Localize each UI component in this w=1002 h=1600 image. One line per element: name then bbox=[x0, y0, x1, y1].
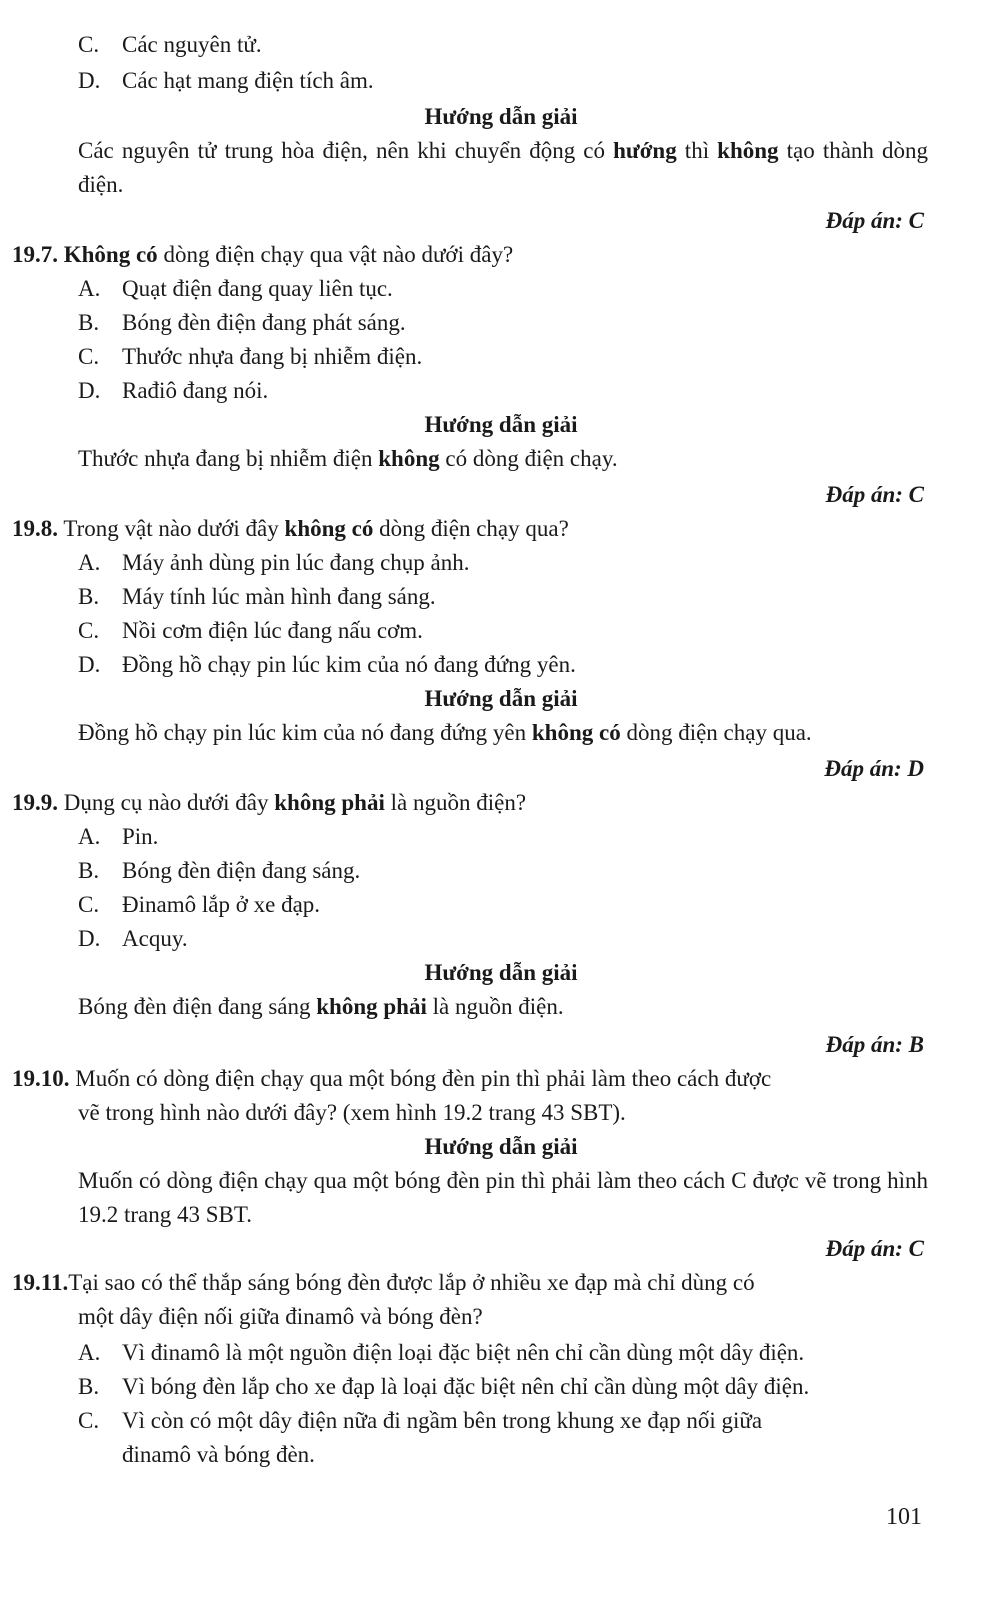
option-d: D. Các hạt mang điện tích âm. bbox=[78, 68, 374, 93]
option-d: D. Đồng hồ chạy pin lúc kim của nó đang đứng yên. bbox=[78, 652, 576, 677]
option-b: B. Bóng đèn điện đang sáng. bbox=[78, 858, 361, 883]
guide-text: Các nguyên tử trung hòa điện, nên khi chuyển động có hướng thì không tạo thành dòng điện. bbox=[78, 138, 928, 197]
guide-text: Bóng đèn điện đang sáng không phải là nguồn điện. bbox=[78, 994, 564, 1019]
option-c: C. Vì còn có một dây điện nữa đi ngầm bên trong khung xe đạp nối giữa bbox=[78, 1408, 763, 1433]
option-c: C. Các nguyên tử. bbox=[78, 32, 262, 57]
option-c: C. Thước nhựa đang bị nhiễm điện. bbox=[78, 344, 423, 369]
answer: Đáp án: C bbox=[825, 482, 924, 507]
answer: Đáp án: C bbox=[825, 1236, 924, 1261]
answer: Đáp án: D bbox=[824, 756, 924, 781]
question-text-line: một dây điện nối giữa đinamô và bóng đèn? bbox=[78, 1304, 483, 1329]
guide-text: Muốn có dòng điện chạy qua một bóng đèn pin thì phải làm theo cách C được vẽ trong hình 19.2 trang 43 SBT. bbox=[78, 1168, 928, 1227]
option-c: C. Nồi cơm điện lúc đang nấu cơm. bbox=[78, 618, 423, 643]
guide-heading: Hướng dẫn giải bbox=[424, 960, 578, 985]
guide-heading: Hướng dẫn giải bbox=[424, 104, 578, 129]
option-a: A. Pin. bbox=[78, 824, 159, 849]
guide-text: Thước nhựa đang bị nhiễm điện không có dòng điện chạy. bbox=[78, 446, 618, 471]
question-19-11: 19.11.Tại sao có thể thắp sáng bóng đèn được lắp ở nhiều xe đạp mà chỉ dùng có bbox=[12, 1270, 755, 1295]
page-number: 101 bbox=[886, 1504, 922, 1530]
question-19-9: 19.9. Dụng cụ nào dưới đây không phải là nguồn điện? bbox=[12, 790, 527, 815]
option-a: A. Máy ảnh dùng pin lúc đang chụp ảnh. bbox=[78, 550, 470, 575]
option-b: B. Máy tính lúc màn hình đang sáng. bbox=[78, 584, 436, 609]
option-d: D. Acquy. bbox=[78, 926, 188, 951]
question-19-7: 19.7. Không có dòng điện chạy qua vật nào dưới đây? bbox=[12, 242, 514, 267]
option-c-continuation: đinamô và bóng đèn. bbox=[122, 1442, 315, 1467]
option-b: B. Vì bóng đèn lắp cho xe đạp là loại đặc biệt nên chỉ cần dùng một dây điện. bbox=[78, 1374, 810, 1399]
question-text-line: vẽ trong hình nào dưới đây? (xem hình 19.2 trang 43 SBT). bbox=[78, 1100, 626, 1125]
option-a: A. Vì đinamô là một nguồn điện loại đặc biệt nên chỉ cần dùng một dây điện. bbox=[78, 1340, 805, 1365]
answer: Đáp án: B bbox=[825, 1032, 924, 1057]
option-b: B. Bóng đèn điện đang phát sáng. bbox=[78, 310, 406, 335]
answer: Đáp án: C bbox=[825, 208, 924, 233]
option-a: A. Quạt điện đang quay liên tục. bbox=[78, 276, 393, 301]
option-c: C. Đinamô lắp ở xe đạp. bbox=[78, 892, 321, 917]
guide-heading: Hướng dẫn giải bbox=[424, 1134, 578, 1159]
guide-text: Đồng hồ chạy pin lúc kim của nó đang đứng yên không có dòng điện chạy qua. bbox=[78, 720, 812, 745]
guide-heading: Hướng dẫn giải bbox=[424, 686, 578, 711]
question-19-8: 19.8. Trong vật nào dưới đây không có dòng điện chạy qua? bbox=[12, 516, 569, 541]
question-19-10: 19.10. Muốn có dòng điện chạy qua một bóng đèn pin thì phải làm theo cách được bbox=[12, 1066, 772, 1091]
guide-heading: Hướng dẫn giải bbox=[424, 412, 578, 437]
option-d: D. Rađiô đang nói. bbox=[78, 378, 269, 403]
